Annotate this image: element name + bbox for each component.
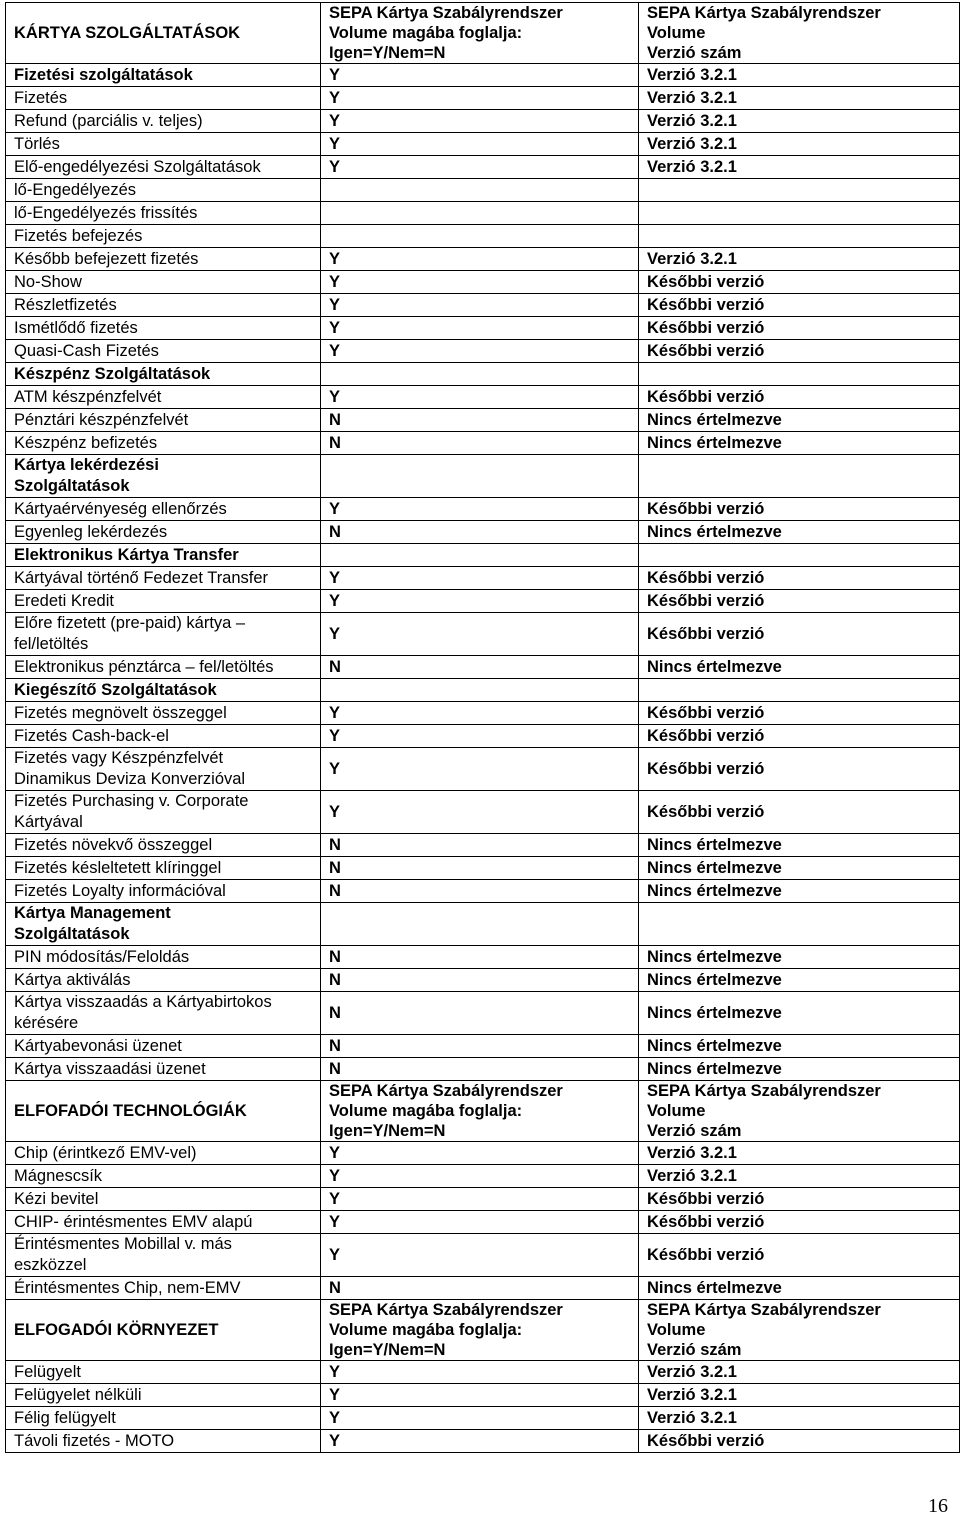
version-value: Későbbi verzió	[639, 748, 960, 791]
version-value: Későbbi verzió	[639, 1430, 960, 1453]
included-value: Y	[321, 498, 639, 521]
table-row	[6, 340, 960, 363]
table-row	[6, 386, 960, 409]
category-name: Készpénz Szolgáltatások	[6, 363, 321, 386]
table-row	[6, 656, 960, 679]
table-row	[6, 791, 960, 834]
table-row	[6, 409, 960, 432]
version-value: Későbbi verzió	[639, 498, 960, 521]
version-value: Későbbi verzió	[639, 725, 960, 748]
table-row	[6, 857, 960, 880]
version-value: Későbbi verzió	[639, 340, 960, 363]
service-name: Elektronikus pénztárca – fel/letöltés	[6, 656, 321, 679]
included-value: Y	[321, 340, 639, 363]
version-value: Későbbi verzió	[639, 702, 960, 725]
service-name: Fizetés késleltetett klíringgel	[6, 857, 321, 880]
included-column-header: SEPA Kártya Szabályrendszer Volume magába foglalja: Igen=Y/Nem=N	[321, 3, 639, 64]
included-value	[321, 544, 639, 567]
included-value: Y	[321, 1165, 639, 1188]
version-value: Verzió 3.2.1	[639, 1407, 960, 1430]
service-name: Elő-engedélyezési Szolgáltatások	[6, 156, 321, 179]
service-name: Részletfizetés	[6, 294, 321, 317]
version-value: Verzió 3.2.1	[639, 1361, 960, 1384]
service-name: Quasi-Cash Fizetés	[6, 340, 321, 363]
service-name: Pénztári készpénzfelvét	[6, 409, 321, 432]
included-value: N	[321, 946, 639, 969]
service-name: Eredeti Kredit	[6, 590, 321, 613]
section-title: KÁRTYA SZOLGÁLTATÁSOK	[6, 3, 321, 64]
environment-name: Félig felügyelt	[6, 1407, 321, 1430]
version-value	[639, 455, 960, 498]
sepa-services-table	[5, 2, 960, 1453]
included-value: Y	[321, 1384, 639, 1407]
table-row	[6, 590, 960, 613]
table-row	[6, 544, 960, 567]
table-row	[6, 903, 960, 946]
included-value: Y	[321, 590, 639, 613]
table-row	[6, 1058, 960, 1081]
version-value: Nincs értelmezve	[639, 969, 960, 992]
included-value: N	[321, 1058, 639, 1081]
included-column-header: SEPA Kártya Szabályrendszer Volume magába foglalja: Igen=Y/Nem=N	[321, 1300, 639, 1361]
included-value: Y	[321, 1188, 639, 1211]
version-value: Verzió 3.2.1	[639, 87, 960, 110]
table-row	[6, 969, 960, 992]
table-row	[6, 880, 960, 903]
version-value	[639, 225, 960, 248]
service-name: Fizetés	[6, 87, 321, 110]
included-value: N	[321, 880, 639, 903]
table-row	[6, 567, 960, 590]
included-value: N	[321, 1277, 639, 1300]
service-name: Ismétlődő fizetés	[6, 317, 321, 340]
included-value: Y	[321, 1234, 639, 1277]
table-row	[6, 87, 960, 110]
table-row	[6, 432, 960, 455]
table-row	[6, 498, 960, 521]
included-value	[321, 903, 639, 946]
included-value: Y	[321, 156, 639, 179]
version-value: Későbbi verzió	[639, 294, 960, 317]
included-value: Y	[321, 1430, 639, 1453]
category-name: Kártya lekérdezési Szolgáltatások	[6, 455, 321, 498]
included-value: Y	[321, 386, 639, 409]
table-row	[6, 834, 960, 857]
environment-name: Felügyelet nélküli	[6, 1384, 321, 1407]
version-value: Későbbi verzió	[639, 1188, 960, 1211]
included-value: N	[321, 656, 639, 679]
service-name: ATM készpénzfelvét	[6, 386, 321, 409]
table-row	[6, 294, 960, 317]
table-row	[6, 1277, 960, 1300]
included-value: Y	[321, 110, 639, 133]
included-value: Y	[321, 248, 639, 271]
included-value	[321, 455, 639, 498]
table-row	[6, 133, 960, 156]
section-header-row	[6, 1081, 960, 1142]
version-value: Nincs értelmezve	[639, 992, 960, 1035]
version-value: Későbbi verzió	[639, 386, 960, 409]
table-row	[6, 156, 960, 179]
table-row	[6, 317, 960, 340]
table-row	[6, 271, 960, 294]
version-value: Nincs értelmezve	[639, 409, 960, 432]
service-name: Kártyabevonási üzenet	[6, 1035, 321, 1058]
table-row	[6, 1188, 960, 1211]
included-value: Y	[321, 748, 639, 791]
included-value: Y	[321, 613, 639, 656]
version-value	[639, 363, 960, 386]
included-value: N	[321, 409, 639, 432]
table-row	[6, 679, 960, 702]
service-name: Előre fizetett (pre-paid) kártya – fel/letöltés	[6, 613, 321, 656]
version-column-header: SEPA Kártya Szabályrendszer Volume Verzió szám	[639, 3, 960, 64]
service-name: lő-Engedélyezés frissítés	[6, 202, 321, 225]
version-value: Verzió 3.2.1	[639, 1384, 960, 1407]
technology-name: CHIP- érintésmentes EMV alapú	[6, 1211, 321, 1234]
technology-name: Érintésmentes Chip, nem-EMV	[6, 1277, 321, 1300]
included-value: N	[321, 432, 639, 455]
service-name: Fizetés megnövelt összeggel	[6, 702, 321, 725]
version-value	[639, 202, 960, 225]
table-row	[6, 1407, 960, 1430]
table-row	[6, 521, 960, 544]
included-column-header: SEPA Kártya Szabályrendszer Volume magába foglalja: Igen=Y/Nem=N	[321, 1081, 639, 1142]
service-name: Fizetés Loyalty információval	[6, 880, 321, 903]
table-row	[6, 179, 960, 202]
version-value: Nincs értelmezve	[639, 880, 960, 903]
service-name: Fizetés Purchasing v. Corporate Kártyával	[6, 791, 321, 834]
version-value: Későbbi verzió	[639, 613, 960, 656]
service-name: Fizetés befejezés	[6, 225, 321, 248]
version-value: Verzió 3.2.1	[639, 110, 960, 133]
version-value: Későbbi verzió	[639, 271, 960, 294]
version-value: Későbbi verzió	[639, 590, 960, 613]
version-column-header: SEPA Kártya Szabályrendszer Volume Verzió szám	[639, 1081, 960, 1142]
included-value: Y	[321, 702, 639, 725]
table-row	[6, 702, 960, 725]
version-value: Későbbi verzió	[639, 317, 960, 340]
included-value: Y	[321, 567, 639, 590]
table-row	[6, 110, 960, 133]
table-row	[6, 1035, 960, 1058]
included-value: N	[321, 1035, 639, 1058]
included-value: Y	[321, 294, 639, 317]
included-value	[321, 179, 639, 202]
table-row	[6, 992, 960, 1035]
version-value: Nincs értelmezve	[639, 432, 960, 455]
service-name: Fizetés növekvő összeggel	[6, 834, 321, 857]
included-value: Y	[321, 1407, 639, 1430]
version-value: Későbbi verzió	[639, 791, 960, 834]
included-value: Y	[321, 1361, 639, 1384]
table-row	[6, 946, 960, 969]
included-value: N	[321, 992, 639, 1035]
version-value: Későbbi verzió	[639, 567, 960, 590]
version-value	[639, 179, 960, 202]
environment-name: Távoli fizetés - MOTO	[6, 1430, 321, 1453]
included-value	[321, 225, 639, 248]
version-value: Nincs értelmezve	[639, 521, 960, 544]
service-name: Refund (parciális v. teljes)	[6, 110, 321, 133]
table-row	[6, 1142, 960, 1165]
service-name: Fizetés vagy Készpénzfelvét Dinamikus Deviza Konverzióval	[6, 748, 321, 791]
version-value: Nincs értelmezve	[639, 1277, 960, 1300]
included-value: Y	[321, 1211, 639, 1234]
version-value	[639, 903, 960, 946]
table-row	[6, 202, 960, 225]
included-value	[321, 679, 639, 702]
table-row	[6, 725, 960, 748]
table-row	[6, 64, 960, 87]
included-value: Y	[321, 87, 639, 110]
section-title: ELFOGADÓI KÖRNYEZET	[6, 1300, 321, 1361]
service-name: Kártya visszaadási üzenet	[6, 1058, 321, 1081]
version-value	[639, 544, 960, 567]
service-name: No-Show	[6, 271, 321, 294]
table-row	[6, 455, 960, 498]
included-value	[321, 363, 639, 386]
service-name: Kártya visszaadás a Kártyabirtokos kérésére	[6, 992, 321, 1035]
table-row	[6, 613, 960, 656]
table-row	[6, 225, 960, 248]
version-value: Nincs értelmezve	[639, 1058, 960, 1081]
table-row	[6, 1211, 960, 1234]
table-row	[6, 1361, 960, 1384]
service-name: Készpénz befizetés	[6, 432, 321, 455]
service-name: Később befejezett fizetés	[6, 248, 321, 271]
technology-name: Érintésmentes Mobillal v. más eszközzel	[6, 1234, 321, 1277]
version-value: Nincs értelmezve	[639, 656, 960, 679]
included-value: N	[321, 834, 639, 857]
version-value: Későbbi verzió	[639, 1234, 960, 1277]
included-value	[321, 202, 639, 225]
service-name: Kártyával történő Fedezet Transfer	[6, 567, 321, 590]
table-row	[6, 1165, 960, 1188]
included-value: Y	[321, 133, 639, 156]
version-value: Verzió 3.2.1	[639, 1165, 960, 1188]
table-row	[6, 748, 960, 791]
service-name: Egyenleg lekérdezés	[6, 521, 321, 544]
service-name: Kártyaérvényeség ellenőrzés	[6, 498, 321, 521]
section-header-row	[6, 1300, 960, 1361]
page-number: 16	[928, 1495, 948, 1517]
included-value: Y	[321, 64, 639, 87]
table-row	[6, 248, 960, 271]
version-value: Nincs értelmezve	[639, 834, 960, 857]
version-value: Verzió 3.2.1	[639, 1142, 960, 1165]
version-value: Nincs értelmezve	[639, 857, 960, 880]
table-row	[6, 1384, 960, 1407]
included-value: N	[321, 521, 639, 544]
section-title: ELFOFADÓI TECHNOLÓGIÁK	[6, 1081, 321, 1142]
version-value: Verzió 3.2.1	[639, 156, 960, 179]
technology-name: Kézi bevitel	[6, 1188, 321, 1211]
included-value: Y	[321, 317, 639, 340]
table-row	[6, 1234, 960, 1277]
version-value	[639, 679, 960, 702]
included-value: Y	[321, 271, 639, 294]
included-value: N	[321, 857, 639, 880]
included-value: Y	[321, 791, 639, 834]
version-value: Későbbi verzió	[639, 1211, 960, 1234]
included-value: Y	[321, 725, 639, 748]
service-name: Törlés	[6, 133, 321, 156]
category-name: Elektronikus Kártya Transfer	[6, 544, 321, 567]
version-value: Verzió 3.2.1	[639, 64, 960, 87]
included-value: Y	[321, 1142, 639, 1165]
section-header-row	[6, 3, 960, 64]
table-row	[6, 363, 960, 386]
service-name: Fizetési szolgáltatások	[6, 64, 321, 87]
version-value: Nincs értelmezve	[639, 946, 960, 969]
service-name: lő-Engedélyezés	[6, 179, 321, 202]
technology-name: Chip (érintkező EMV-vel)	[6, 1142, 321, 1165]
included-value: N	[321, 969, 639, 992]
environment-name: Felügyelt	[6, 1361, 321, 1384]
table-row	[6, 1430, 960, 1453]
version-value: Nincs értelmezve	[639, 1035, 960, 1058]
category-name: Kiegészítő Szolgáltatások	[6, 679, 321, 702]
category-name: Kártya Management Szolgáltatások	[6, 903, 321, 946]
version-value: Verzió 3.2.1	[639, 133, 960, 156]
version-value: Verzió 3.2.1	[639, 248, 960, 271]
service-name: Kártya aktiválás	[6, 969, 321, 992]
service-name: PIN módosítás/Feloldás	[6, 946, 321, 969]
technology-name: Mágnescsík	[6, 1165, 321, 1188]
service-name: Fizetés Cash-back-el	[6, 725, 321, 748]
version-column-header: SEPA Kártya Szabályrendszer Volume Verzió szám	[639, 1300, 960, 1361]
